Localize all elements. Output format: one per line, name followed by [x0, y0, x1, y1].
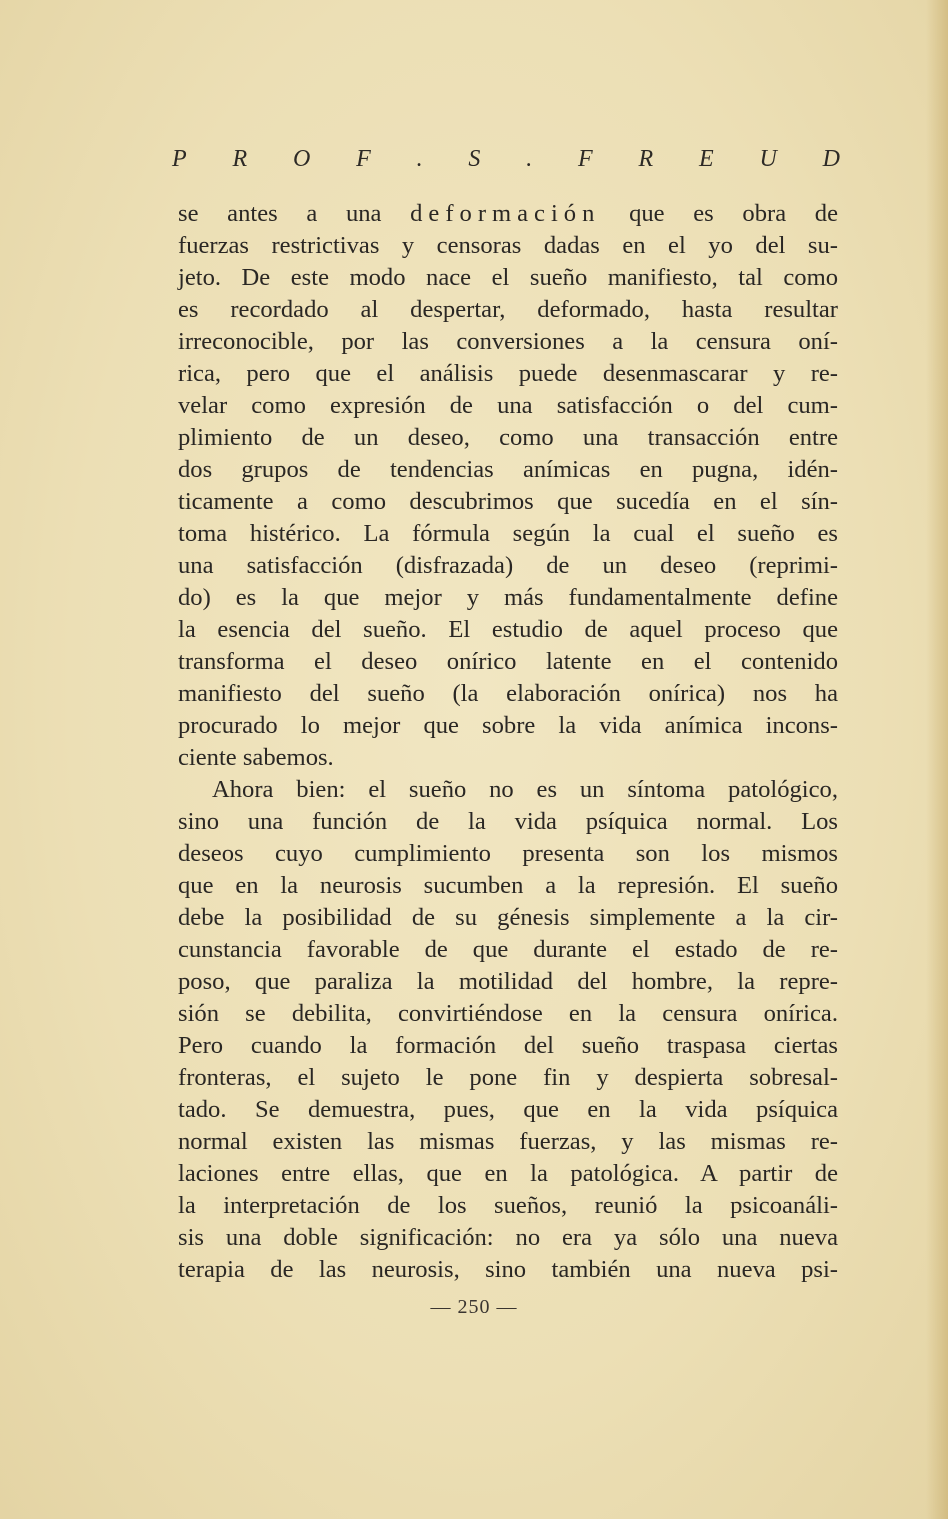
- text-line: fronteras, el sujeto le pone fin y despierta sobresal-: [178, 1064, 838, 1091]
- text-line-paragraph-start: Ahora bien: el sueño no es un síntoma patológico,: [212, 776, 838, 803]
- running-head-letter: .: [526, 146, 533, 172]
- page-edge-shadow: [926, 0, 948, 1519]
- running-head-letter: O: [292, 146, 311, 172]
- text-line: tado. Se demuestra, pues, que en la vida psíquica: [178, 1096, 838, 1123]
- text-line: do) es la que mejor y más fundamentalmente define: [178, 584, 838, 611]
- text-line: Pero cuando la formación del sueño traspasa ciertas: [178, 1032, 838, 1059]
- running-head: [172, 144, 840, 174]
- text-line: transforma el deseo onírico latente en el contenido: [178, 648, 838, 675]
- text-line: terapia de las neurosis, sino también una nueva psi-: [178, 1256, 838, 1283]
- text-line-start: se antes a una: [178, 200, 411, 227]
- text-line: deseos cuyo cumplimiento presenta son los mismos: [178, 840, 838, 867]
- text-line: toma histérico. La fórmula según la cual el sueño es: [178, 520, 838, 547]
- text-line: la interpretación de los sueños, reunió la psicoanáli-: [178, 1192, 838, 1219]
- text-line: [178, 198, 838, 230]
- running-head-letter: E: [699, 146, 714, 172]
- page-number: — 250 —: [430, 1296, 518, 1318]
- text-line: fuerzas restrictivas y censoras dadas en el yo del su-: [178, 232, 838, 259]
- text-line: plimiento de un deseo, como una transacción entre: [178, 424, 838, 451]
- text-line: que en la neurosis sucumben a la represión. El sueño: [178, 872, 838, 899]
- text-line: sis una doble significación: no era ya sólo una nueva: [178, 1224, 838, 1251]
- text-line: manifiesto del sueño (la elaboración onírica) nos ha: [178, 680, 838, 707]
- text-line: normal existen las mismas fuerzas, y las mismas re-: [178, 1128, 838, 1155]
- running-head-letter: F: [356, 146, 371, 172]
- text-line: velar como expresión de una satisfacción o del cum-: [178, 392, 838, 419]
- text-line: una satisfacción (disfrazada) de un deseo (reprimi-: [178, 552, 838, 579]
- running-head-letter: S: [468, 146, 481, 172]
- running-head-letter: .: [416, 146, 423, 172]
- running-head-letter: R: [638, 146, 654, 172]
- text-line: cunstancia favorable de que durante el estado de re-: [178, 936, 838, 963]
- text-line: laciones entre ellas, que en la patológica. A partir de: [178, 1160, 838, 1187]
- running-head-letter: P: [172, 146, 187, 172]
- text-line-end: que es obra de: [600, 200, 838, 227]
- text-line: dos grupos de tendencias anímicas en pugna, idén-: [178, 456, 838, 483]
- text-line: debe la posibilidad de su génesis simplemente a la cir-: [178, 904, 838, 931]
- text-line: poso, que paraliza la motilidad del hombre, la repre-: [178, 968, 838, 995]
- running-head-letter: R: [232, 146, 248, 172]
- text-line: la esencia del sueño. El estudio de aquel proceso que: [178, 616, 838, 643]
- running-head-letter: D: [822, 146, 840, 172]
- running-head-letter: F: [578, 146, 593, 172]
- text-line: procurado lo mejor que sobre la vida anímica incons-: [178, 712, 838, 739]
- text-line: irreconocible, por las conversiones a la censura oní-: [178, 328, 838, 355]
- body-text: [178, 198, 838, 1286]
- text-line: sino una función de la vida psíquica normal. Los: [178, 808, 838, 835]
- text-line: sión se debilita, convirtiéndose en la censura onírica.: [178, 1000, 838, 1027]
- spaced-emphasis-word: deformación: [410, 200, 601, 227]
- text-line: ticamente a como descubrimos que sucedía en el sín-: [178, 488, 838, 515]
- running-head-letter: U: [759, 146, 777, 172]
- text-line: rica, pero que el análisis puede desenmascarar y re-: [178, 360, 838, 387]
- text-line: es recordado al despertar, deformado, hasta resultar: [178, 296, 838, 323]
- text-line: jeto. De este modo nace el sueño manifiesto, tal como: [178, 264, 838, 291]
- text-line-paragraph-end: ciente sabemos.: [178, 744, 334, 771]
